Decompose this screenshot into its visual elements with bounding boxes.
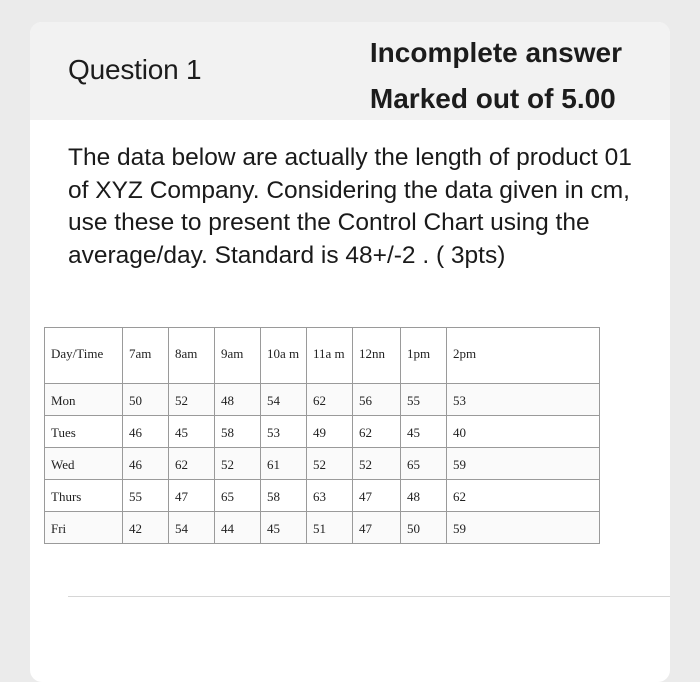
table-cell: 52 [169,384,215,416]
table-cell: 45 [169,416,215,448]
table-header-cell: 2pm [447,328,600,384]
table-cell: Mon [45,384,123,416]
question-number: Question 1 [68,54,202,85]
table-header-cell: 10a m [261,328,307,384]
status-incomplete: Incomplete answer [369,37,622,68]
table-cell: 55 [401,384,447,416]
table-cell: 52 [353,448,401,480]
table-row [45,416,600,448]
table-cell: 58 [215,416,261,448]
table-cell: 48 [401,480,447,512]
table-cell: 61 [261,448,307,480]
table-cell: 47 [353,480,401,512]
table-row [45,448,600,480]
table-cell: 56 [353,384,401,416]
table-cell: 62 [307,384,353,416]
data-table [44,327,600,544]
table-cell: 52 [215,448,261,480]
table-cell: 46 [123,448,169,480]
table-cell: 51 [307,512,353,544]
status-marks: Marked out of 5.00 [369,83,616,114]
table-header-cell: 8am [169,328,215,384]
data-table-container [44,327,600,544]
table-cell: 46 [123,416,169,448]
divider [68,596,670,597]
table-cell: 62 [447,480,600,512]
table-cell: 47 [169,480,215,512]
table-cell: 59 [447,512,600,544]
table-cell: 52 [307,448,353,480]
table-header-row [45,328,600,384]
table-cell: Wed [45,448,123,480]
table-cell: 53 [447,384,600,416]
table-header-cell: Day/Time [45,328,123,384]
table-cell: 45 [261,512,307,544]
table-cell: 59 [447,448,600,480]
table-cell: 50 [123,384,169,416]
table-row [45,480,600,512]
question-header [30,22,670,120]
table-cell: 58 [261,480,307,512]
table-cell: 44 [215,512,261,544]
table-cell: 53 [261,416,307,448]
table-cell: 47 [353,512,401,544]
table-header-cell: 9am [215,328,261,384]
table-cell: 65 [401,448,447,480]
question-text: The data below are actually the length of product 01 of XYZ Company. Considering the data given in cm, use these to present the Control Chart using the average/day. Standard is 48+/-2 . ( 3pts) [68,144,632,269]
table-cell: 55 [123,480,169,512]
table-row [45,512,600,544]
table-cell: 62 [353,416,401,448]
table-header-cell: 1pm [401,328,447,384]
table-cell: 50 [401,512,447,544]
table-cell: 65 [215,480,261,512]
question-status [370,30,622,122]
table-row [45,384,600,416]
table-header-cell: 11a m [307,328,353,384]
table-cell: 45 [401,416,447,448]
table-cell: Tues [45,416,123,448]
table-cell: 42 [123,512,169,544]
table-cell: Thurs [45,480,123,512]
table-cell: 49 [307,416,353,448]
table-header-cell: 12nn [353,328,401,384]
table-cell: Fri [45,512,123,544]
table-cell: 62 [169,448,215,480]
table-cell: 48 [215,384,261,416]
table-cell: 54 [169,512,215,544]
table-cell: 54 [261,384,307,416]
table-cell: 63 [307,480,353,512]
table-header-cell: 7am [123,328,169,384]
table-cell: 40 [447,416,600,448]
